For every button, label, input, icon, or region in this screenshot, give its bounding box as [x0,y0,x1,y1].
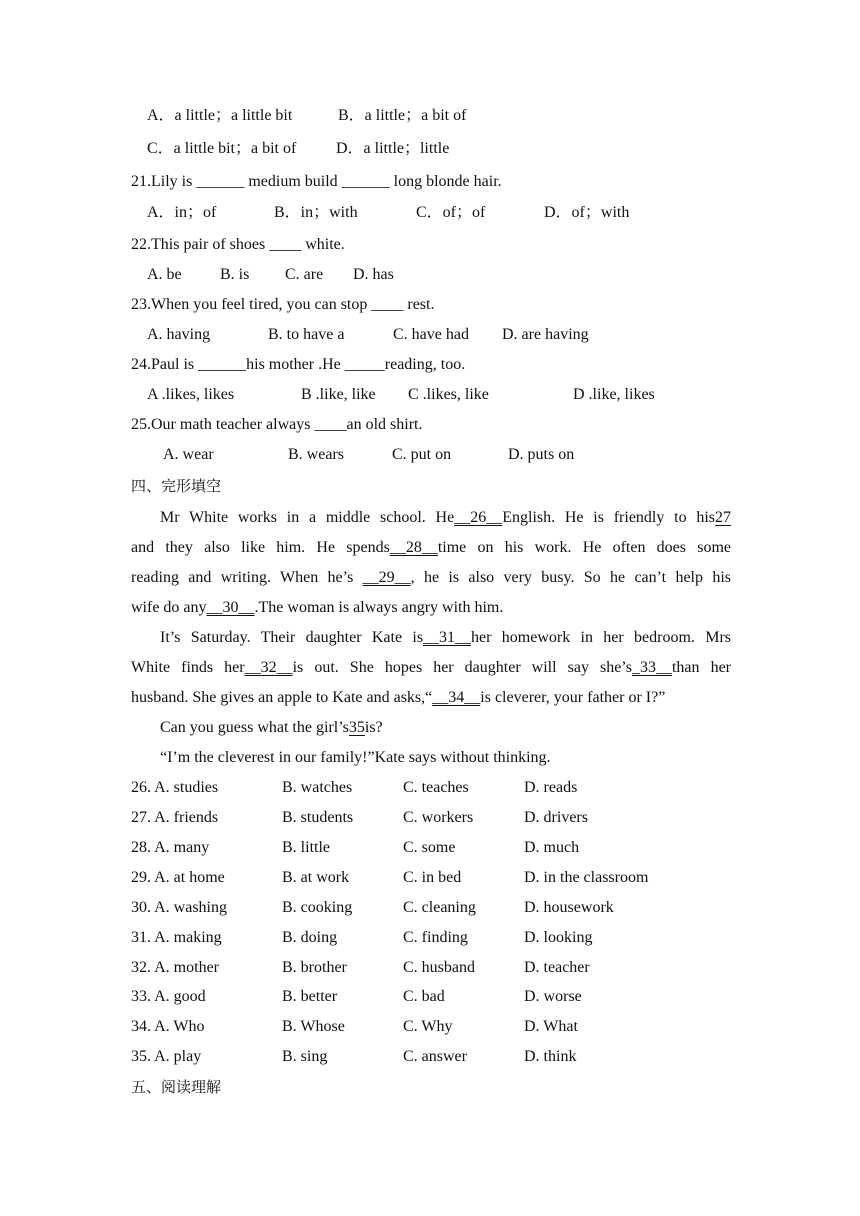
cloze-option-c: C. finding [403,929,468,946]
cloze-option-a: 27. A. friends [131,809,219,826]
passage-line: “I’m the cleverest in our family!”Kate says without thinking. [160,749,551,766]
cloze-option-c: C. answer [403,1048,467,1065]
q20-option-b: B．a little；a bit of [338,107,467,124]
q21-stem: 21.Lily is ______ medium build ______ long blonde hair. [131,173,502,190]
cloze-option-b: B. doing [282,929,338,946]
cloze-option-a: 34. A. Who [131,1018,205,1035]
cloze-option-a: 31. A. making [131,929,222,946]
q24-stem: 24.Paul is ______his mother .He _____reading, too. [131,356,466,373]
cloze-option-a: 28. A. many [131,839,210,856]
q24-option-a: A .likes, likes [147,386,235,403]
cloze-option-d: D. in the classroom [524,869,649,886]
blank-28: __28__ [389,539,438,556]
blank-29: __29__ [362,569,411,586]
q25-option-b: B. wears [288,446,344,463]
q20-option-d: D．a little；little [336,140,450,157]
cloze-option-b: B. students [282,809,354,826]
q24-option-c: C .likes, like [408,386,489,403]
passage-line: Can you guess what the girl’s35is? [160,719,383,736]
cloze-option-c: C. Why [403,1018,453,1035]
passage-line: Mr White works in a middle school. He__26__English. He is friendly to his27 [160,509,732,526]
section-heading-reading: 五、阅读理解 [131,1078,222,1096]
q20-option-a: A．a little；a little bit [147,107,293,124]
section-heading-cloze: 四、完形填空 [131,477,222,495]
q25-option-a: A. wear [163,446,214,463]
cloze-option-c: C. in bed [403,869,462,886]
cloze-option-a: 33. A. good [131,988,206,1005]
cloze-option-b: B. better [282,988,338,1005]
q23-option-a: A. having [147,326,211,343]
cloze-option-d: D. What [524,1018,578,1035]
blank-35: 35 [348,719,365,736]
cloze-option-c: C. some [403,839,456,856]
blank-30: __30__ [206,599,255,616]
q21-option-c: C．of；of [416,204,486,221]
cloze-option-d: D. drivers [524,809,588,826]
q22-option-b: B. is [220,266,250,283]
cloze-option-b: B. cooking [282,899,353,916]
cloze-option-b: B. sing [282,1048,328,1065]
blank-26: __26__ [454,509,503,526]
passage-line: and they also like him. He spends__28__time on his work. He often does some [131,539,732,556]
cloze-option-c: C. husband [403,959,475,976]
q22-option-a: A. be [147,266,182,283]
q25-option-d: D. puts on [508,446,575,463]
cloze-option-b: B. little [282,839,330,856]
cloze-option-c: C. bad [403,988,445,1005]
blank-33: _33__ [631,659,672,676]
cloze-option-d: D. looking [524,929,593,946]
blank-31: __31__ [423,629,472,646]
q21-option-b: B．in；with [274,204,358,221]
passage-line: reading and writing. When he’s __29__, he is also very busy. So he can’t help his [131,569,732,586]
blank-32: __32__ [244,659,293,676]
q22-stem: 22.This pair of shoes ____ white. [131,236,345,253]
blank-27: 27 [715,509,732,526]
q24-option-b: B .like, like [301,386,376,403]
q23-stem: 23.When you feel tired, you can stop ____ rest. [131,296,435,313]
cloze-option-b: B. Whose [282,1018,345,1035]
q20-option-c: C．a little bit；a bit of [147,140,297,157]
cloze-option-d: D. think [524,1048,577,1065]
cloze-option-a: 29. A. at home [131,869,225,886]
cloze-option-c: C. cleaning [403,899,476,916]
cloze-option-c: C. workers [403,809,474,826]
q23-option-c: C. have had [393,326,469,343]
cloze-option-d: D. worse [524,988,582,1005]
cloze-option-d: D. teacher [524,959,590,976]
passage-line: wife do any__30__.The woman is always angry with him. [131,599,504,616]
q23-option-b: B. to have a [268,326,345,343]
cloze-option-a: 35. A. play [131,1048,202,1065]
cloze-option-d: D. reads [524,779,578,796]
q25-stem: 25.Our math teacher always ____an old shirt. [131,416,423,433]
cloze-option-a: 32. A. mother [131,959,219,976]
cloze-option-a: 30. A. washing [131,899,227,916]
q22-option-c: C. are [285,266,324,283]
q24-option-d: D .like, likes [573,386,655,403]
q21-option-a: A．in；of [147,204,217,221]
passage-line: It’s Saturday. Their daughter Kate is__31__her homework in her bedroom. Mrs [160,629,731,646]
q25-option-c: C. put on [392,446,452,463]
passage-line: White finds her__32__is out. She hopes her daughter will say she’s_33__than her [131,659,731,676]
passage-line: husband. She gives an apple to Kate and asks,“__34__is cleverer, your father or I?” [131,689,666,706]
cloze-option-d: D. housework [524,899,614,916]
cloze-option-b: B. brother [282,959,347,976]
q23-option-d: D. are having [502,326,589,343]
cloze-option-b: B. watches [282,779,353,796]
cloze-option-a: 26. A. studies [131,779,219,796]
q21-option-d: D．of；with [544,204,630,221]
blank-34: __34__ [432,689,481,706]
cloze-option-d: D. much [524,839,580,856]
cloze-option-c: C. teaches [403,779,469,796]
q22-option-d: D. has [353,266,394,283]
cloze-option-b: B. at work [282,869,350,886]
